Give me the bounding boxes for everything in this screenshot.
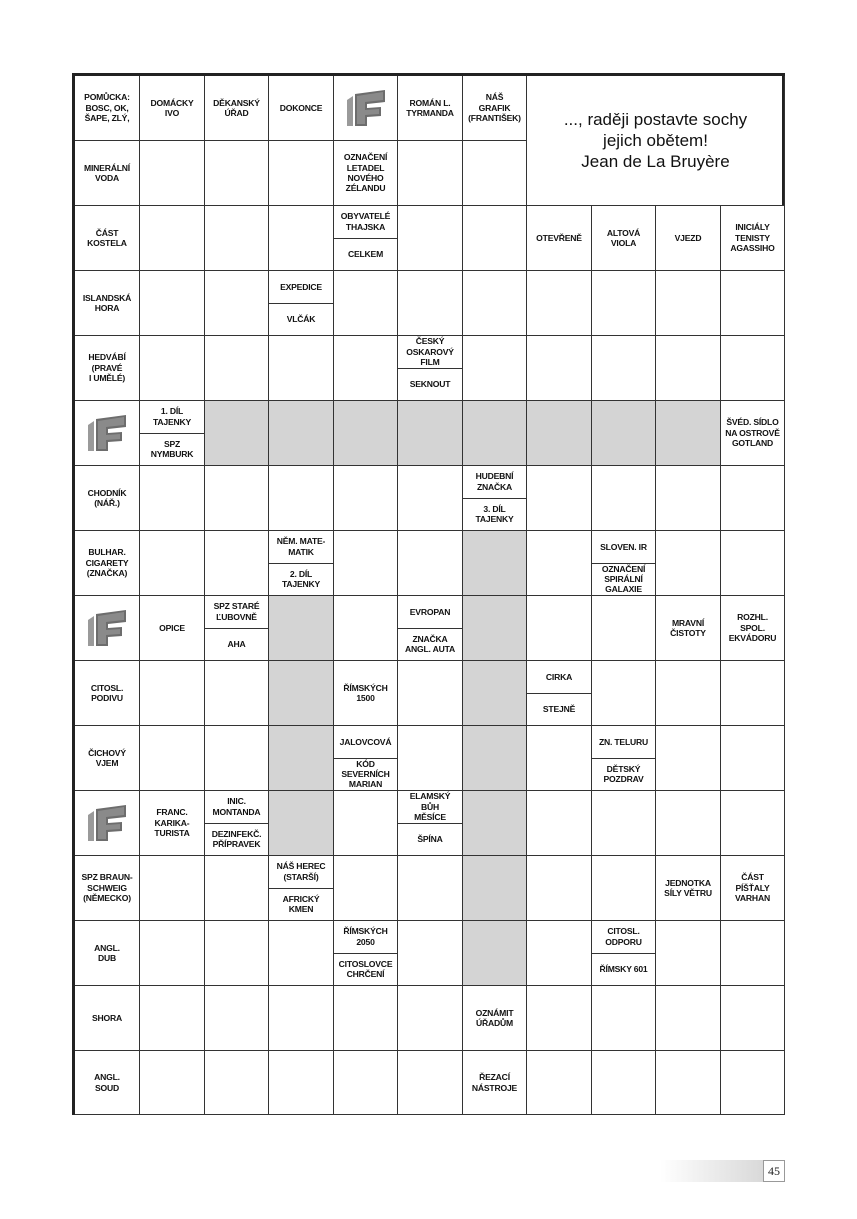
clue-cell [75,206,140,271]
answer-cell[interactable] [205,336,269,401]
clue-cell [75,921,140,986]
clue-cell [75,1051,140,1115]
f-logo-icon [84,608,130,648]
answer-cell[interactable] [463,271,527,336]
clue-text: ŘÍMSKÝCH 2050 [343,926,388,947]
answer-cell[interactable] [527,856,592,921]
clue-text: NÁŠ HEREC (STARŠÍ) [276,861,326,882]
clue-text: HEDVÁBÍ (PRAVÉ I UMĚLÉ) [88,352,126,384]
answer-cell-shaded[interactable] [269,661,334,726]
clue-cell [75,531,140,596]
answer-cell[interactable] [334,336,398,401]
clue-text: OTEVŘENĚ [536,232,582,243]
answer-cell[interactable] [140,531,205,596]
clue-text: SEKNOUT [398,368,462,401]
answer-cell[interactable] [140,206,205,271]
clue-cell [398,336,463,401]
answer-cell[interactable] [527,986,592,1051]
answer-cell[interactable] [398,141,463,206]
answer-cell[interactable] [398,661,463,726]
clue-text: INIC. MONTANDA [212,796,261,817]
clue-text: EVROPAN [409,606,451,617]
clue-cell [75,141,140,206]
answer-cell[interactable] [463,206,527,271]
answer-cell[interactable] [721,271,785,336]
answer-cell[interactable] [334,856,398,921]
answer-cell[interactable] [592,986,656,1051]
clue-text: ZN. TELURU [598,736,649,747]
clue-text: BULHAR. CIGARETY (ZNAČKA) [85,547,129,579]
answer-cell[interactable] [205,141,269,206]
answer-cell[interactable] [205,1051,269,1115]
clue-text: MINERÁLNÍ VODA [84,162,130,183]
answer-cell-shaded[interactable] [463,596,527,661]
clue-cell [269,531,334,596]
clue-text: CELKEM [334,238,397,271]
answer-cell[interactable] [656,336,721,401]
clue-text: DOKONCE [279,102,323,113]
answer-cell[interactable] [592,661,656,726]
answer-cell[interactable] [205,531,269,596]
answer-cell[interactable] [269,1051,334,1115]
answer-cell[interactable] [140,1051,205,1115]
clue-text: CITOSL. ODPORU [605,926,642,947]
logo-cell [75,791,140,856]
clue-text: MRAVNÍ ČISTOTY [670,617,706,638]
answer-cell[interactable] [463,336,527,401]
clue-text: CITOSL. PODIVU [90,682,124,703]
clue-text: 1. DÍL TAJENKY [152,406,192,427]
clue-cell [398,596,463,661]
answer-cell[interactable] [592,596,656,661]
answer-cell[interactable] [527,726,592,791]
quote-text: ..., raději postavte sochy jejich obětem! Jean de La Bruyère [527,76,785,206]
crossword-grid [72,73,785,1115]
clue-text: EXPEDICE [280,281,322,292]
answer-cell[interactable] [592,466,656,531]
logo-cell [75,401,140,466]
answer-cell[interactable] [398,921,463,986]
clue-cell [334,661,398,726]
clue-text: NÁŠ GRAFIK (FRANTIŠEK) [468,92,521,124]
answer-cell-shaded[interactable] [269,726,334,791]
answer-cell-shaded[interactable] [463,791,527,856]
answer-cell[interactable] [334,986,398,1051]
answer-cell[interactable] [205,466,269,531]
clue-cell [334,726,398,791]
answer-cell[interactable] [269,336,334,401]
answer-cell[interactable] [269,986,334,1051]
answer-cell[interactable] [656,466,721,531]
answer-cell[interactable] [592,271,656,336]
clue-text: DOMÁCKY IVO [150,97,194,118]
clue-text: AFRICKÝ KMEN [269,888,333,921]
clue-cell [592,206,656,271]
answer-cell[interactable] [334,271,398,336]
clue-text: DĚTSKÝ POZDRAV [592,758,655,791]
logo-cell [334,76,398,141]
clue-cell [140,401,205,466]
clue-cell [75,661,140,726]
answer-cell[interactable] [205,206,269,271]
clue-cell [463,76,527,141]
clue-cell [269,856,334,921]
clue-text: CHODNÍK (NÁŘ.) [87,487,127,508]
clue-text: ROMÁN L. TYRMANDA [406,97,454,118]
clue-cell [721,206,785,271]
answer-cell[interactable] [269,141,334,206]
clue-cell [656,596,721,661]
answer-cell[interactable] [398,1051,463,1115]
f-logo-icon [84,413,130,453]
answer-cell[interactable] [269,921,334,986]
clue-text: SPZ BRAUN- SCHWEIG (NĚMECKO) [81,872,133,904]
clue-cell [75,271,140,336]
answer-cell-shaded[interactable] [269,596,334,661]
clue-text: VJEZD [674,232,702,243]
clue-cell [334,921,398,986]
answer-cell[interactable] [205,726,269,791]
clue-cell [592,531,656,596]
clue-cell [334,141,398,206]
answer-cell-shaded[interactable] [656,401,721,466]
answer-cell[interactable] [334,791,398,856]
clue-text: HUDEBNÍ ZNAČKA [475,471,514,492]
answer-cell[interactable] [140,336,205,401]
answer-cell[interactable] [398,531,463,596]
clue-text: OPICE [159,622,185,633]
answer-cell[interactable] [527,336,592,401]
clue-text: CIRKA [545,671,573,682]
answer-cell-shaded[interactable] [269,791,334,856]
clue-cell [75,986,140,1051]
clue-text: SPZ NYMBURK [140,433,204,466]
answer-cell[interactable] [205,856,269,921]
clue-cell [721,856,785,921]
answer-cell[interactable] [592,791,656,856]
answer-cell[interactable] [140,141,205,206]
clue-cell [140,596,205,661]
clue-text: ISLANDSKÁ HORA [82,292,132,313]
answer-cell[interactable] [721,466,785,531]
clue-cell [75,856,140,921]
answer-cell[interactable] [334,466,398,531]
clue-text: ZNAČKA ANGL. AUTA [398,628,462,661]
clue-cell [75,466,140,531]
clue-text: 2. DÍL TAJENKY [269,563,333,596]
answer-cell[interactable] [721,336,785,401]
answer-cell[interactable] [656,921,721,986]
logo-cell [75,596,140,661]
clue-cell [656,856,721,921]
answer-cell[interactable] [334,531,398,596]
clue-cell [205,791,269,856]
answer-cell[interactable] [398,986,463,1051]
answer-cell-shaded[interactable] [463,856,527,921]
clue-text: ALTOVÁ VIOLA [606,227,641,248]
answer-cell[interactable] [527,791,592,856]
answer-cell[interactable] [721,986,785,1051]
answer-cell[interactable] [205,661,269,726]
answer-cell[interactable] [656,986,721,1051]
answer-cell[interactable] [527,466,592,531]
clue-cell [463,986,527,1051]
answer-cell-shaded[interactable] [592,401,656,466]
answer-cell[interactable] [721,791,785,856]
clue-text: CITOSLOVCE CHRČENÍ [334,953,397,986]
answer-cell[interactable] [721,1051,785,1115]
answer-cell-shaded[interactable] [463,401,527,466]
answer-cell[interactable] [656,791,721,856]
clue-cell [398,791,463,856]
clue-cell [656,206,721,271]
answer-cell[interactable] [205,921,269,986]
clue-text: ČÁST KOSTELA [87,227,127,248]
clue-cell [140,791,205,856]
clue-text: 3. DÍL TAJENKY [463,498,526,531]
answer-cell[interactable] [721,921,785,986]
clue-text: ELAMSKÝ BŮH MĚSÍCE [409,791,451,822]
clue-text: JEDNOTKA SÍLY VĚTRU [664,877,712,898]
answer-cell[interactable] [463,141,527,206]
clue-text: VLČÁK [269,303,333,336]
answer-cell[interactable] [205,271,269,336]
clue-text: OZNAČENÍ SPIRÁLNÍ GALAXIE [592,563,655,596]
clue-cell [592,921,656,986]
answer-cell[interactable] [527,921,592,986]
answer-cell-shaded[interactable] [463,921,527,986]
answer-cell[interactable] [398,271,463,336]
answer-cell-shaded[interactable] [398,401,463,466]
clue-text: ČÁST PÍŠŤALY VARHAN [735,872,770,904]
clue-text: ŠPÍNA [398,823,462,856]
clue-cell [721,596,785,661]
answer-cell[interactable] [721,531,785,596]
clue-text: OZNÁMIT ÚŘADŮM [475,1007,514,1028]
answer-cell[interactable] [140,271,205,336]
clue-cell [140,76,205,141]
clue-text: KÓD SEVERNÍCH MARIAN [334,758,397,791]
f-logo-icon [84,803,130,843]
clue-text: DEZINFEKČ. PŘÍPRAVEK [205,823,268,856]
clue-text: ŘÍMSKÝCH 1500 [343,682,388,703]
answer-cell[interactable] [656,1051,721,1115]
clue-text: SPZ STARÉ ĽUBOVNĚ [213,601,260,622]
answer-cell-shaded[interactable] [334,401,398,466]
answer-cell[interactable] [527,596,592,661]
answer-cell-shaded[interactable] [269,401,334,466]
clue-text: OBYVATELÉ THAJSKA [340,211,391,232]
clue-text: STEJNĚ [527,693,591,726]
answer-cell[interactable] [527,531,592,596]
answer-cell[interactable] [334,596,398,661]
clue-text: SLOVEN. IR [600,541,647,552]
answer-cell[interactable] [205,986,269,1051]
clue-text: ŘEZACÍ NÁSTROJE [471,1072,518,1093]
clue-text: ČESKÝ OSKAROVÝ FILM [406,336,454,367]
answer-cell[interactable] [592,1051,656,1115]
clue-text: ANGL. SOUD [94,1072,120,1093]
answer-cell[interactable] [656,271,721,336]
answer-cell[interactable] [527,271,592,336]
clue-cell [269,271,334,336]
answer-cell-shaded[interactable] [463,726,527,791]
clue-text: ČICHOVÝ VJEM [88,747,126,768]
answer-cell[interactable] [140,856,205,921]
f-logo-icon [343,88,389,128]
answer-cell[interactable] [334,1051,398,1115]
answer-cell-shaded[interactable] [463,531,527,596]
answer-cell[interactable] [398,856,463,921]
clue-cell [75,76,140,141]
answer-cell[interactable] [140,466,205,531]
clue-text: DĚKANSKÝ ÚŘAD [213,97,260,118]
clue-text: INICIÁLY TENISTY AGASSIHO [730,222,775,254]
clue-cell [592,726,656,791]
clue-text: AHA [205,628,268,661]
clue-cell [205,76,269,141]
answer-cell[interactable] [140,986,205,1051]
clue-text: JALOVCOVÁ [339,736,392,747]
answer-cell[interactable] [140,921,205,986]
clue-cell [721,401,785,466]
clue-cell [463,466,527,531]
clue-cell [527,206,592,271]
clue-text: FRANC. KARIKA- TURISTA [154,807,190,839]
clue-text: OZNAČENÍ LETADEL NOVÉHO ZÉLANDU [343,152,388,194]
clue-cell [75,726,140,791]
clue-cell [269,76,334,141]
answer-cell[interactable] [140,726,205,791]
clue-text: NĚM. MATE- MATIK [276,536,326,557]
answer-cell[interactable] [721,726,785,791]
page-number: 45 [763,1160,785,1182]
answer-cell-shaded[interactable] [463,661,527,726]
answer-cell[interactable] [592,336,656,401]
clue-cell [205,596,269,661]
answer-cell[interactable] [656,531,721,596]
clue-text: POMŮCKA: BOSC, OK, ŠAPE, ZLÝ, [84,92,130,124]
answer-cell[interactable] [656,661,721,726]
answer-cell[interactable] [527,1051,592,1115]
answer-cell[interactable] [721,661,785,726]
answer-cell[interactable] [269,466,334,531]
clue-text: ŘÍMSKY 601 [592,953,655,986]
clue-text: ROZHL. SPOL. EKVÁDORU [728,612,777,644]
answer-cell[interactable] [398,206,463,271]
clue-text: ANGL. DUB [94,942,120,963]
clue-text: SHORA [91,1012,123,1023]
clue-cell [527,661,592,726]
clue-cell [75,336,140,401]
answer-cell[interactable] [398,726,463,791]
answer-cell[interactable] [269,206,334,271]
clue-cell [398,76,463,141]
answer-cell[interactable] [140,661,205,726]
answer-cell[interactable] [592,856,656,921]
clue-cell [463,1051,527,1115]
answer-cell-shaded[interactable] [205,401,269,466]
answer-cell[interactable] [398,466,463,531]
answer-cell-shaded[interactable] [527,401,592,466]
clue-cell [334,206,398,271]
answer-cell[interactable] [656,726,721,791]
page-footer-bar [660,1160,763,1182]
clue-text: ŠVÉD. SÍDLO NA OSTROVĚ GOTLAND [725,417,780,449]
